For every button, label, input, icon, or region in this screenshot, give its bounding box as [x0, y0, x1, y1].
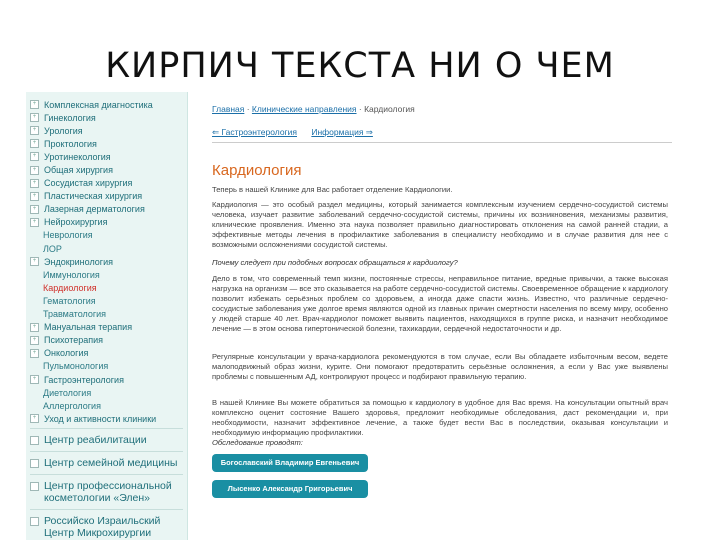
sidebar-item[interactable] [30, 229, 187, 242]
plus-box-icon: + [30, 323, 39, 332]
sidebar-item[interactable] [30, 294, 187, 307]
sidebar-center-link[interactable] [30, 432, 187, 448]
sidebar-item[interactable] [30, 308, 187, 321]
breadcrumb-separator: · [244, 104, 252, 114]
sidebar-divider [30, 451, 183, 452]
sidebar-item[interactable] [30, 268, 187, 281]
plus-box-icon [30, 482, 39, 491]
sidebar-center-link[interactable] [30, 478, 187, 506]
doctor-button[interactable]: Лысенко Александр Григорьевич [212, 480, 368, 498]
website-screenshot [26, 92, 682, 540]
plus-box-icon: + [30, 192, 39, 201]
doctor-button[interactable]: Богославский Владимир Евгеньевич [212, 454, 368, 472]
plus-box-icon [30, 517, 39, 526]
divider [212, 142, 672, 143]
breadcrumb-section-link[interactable]: Клинические направления [251, 104, 357, 114]
sidebar-item-label: Эндокринология [44, 256, 113, 267]
plus-box-icon [30, 459, 39, 468]
sidebar-item-label: Пульмонология [43, 361, 109, 372]
sidebar-item-label: Неврология [43, 230, 93, 241]
sidebar-center-link[interactable] [30, 455, 187, 471]
sidebar-item-label: Пластическая хирургия [44, 191, 143, 202]
sidebar-divider [30, 474, 183, 475]
sidebar-center-label: Российско Израильский Центр Микрохирургии [44, 515, 161, 540]
plus-box-icon: + [30, 375, 39, 384]
next-section-link[interactable]: Информация ⇒ [311, 127, 373, 137]
sidebar-center-link[interactable] [30, 513, 187, 540]
sidebar-item-label: Аллергология [43, 400, 101, 411]
sidebar-item-label: Онкология [44, 348, 89, 359]
sidebar-item[interactable] [30, 137, 187, 150]
paragraph-3: Регулярные консультации у врача-кардиолога рекомендуются в том случае, если Вы обладаете избыточным весом, ведете малоподвижный образ жизни, курите. Они помогают предотвратить серьёзные осложнения, а если у Вас уже выявлены проблемы с повышенным АД, контролируют процесс и подбирают правильную терапию. [212, 352, 668, 382]
paragraph-2: Дело в том, что современный темп жизни, постоянные стрессы, неправильное питание, вредные привычки, а также высокая нагрузка на организм — все это сказывается на работе сердечно-сосудистой системы. Своевременное обращение к кардиологу позволит избежать серьёзных проблем со здоровьем, а иногда даже спасти жизнь. Известно, что различные сердечно-сосудистые заболевания уже долгое время являются одной из главных причин смертности населения по всему миру, особенно у людей старше 40 лет. Врач-кардиолог поможет выявить пациентов, находящихся в группе риска, и назначит необходимое лечение — в этом основа гипертонической болезни, тахикардии, сердечной недостаточности и др. [212, 274, 668, 334]
sidebar-item[interactable] [30, 150, 187, 163]
sidebar-item-label: Кардиология [43, 282, 97, 293]
sidebar-item[interactable] [30, 412, 187, 425]
plus-box-icon: + [30, 414, 39, 423]
paragraph-4: В нашей Клинике Вы можете обратиться за помощью к кардиологу в удобное для Вас время. На консультации опытный врач комплексно оценит состояние Вашего здоровья, предложит необходимые обследования, даст рекомендации и, при необходимости, назначит эффективное лечение, а также будет вести Вас в последствии, оказывая консультации и необходимую информацию профилактики. [212, 398, 668, 438]
sidebar-item-label: Лазерная дерматология [44, 204, 145, 215]
main-content [212, 92, 682, 540]
sidebar-item[interactable] [30, 124, 187, 137]
sidebar-item[interactable] [30, 373, 187, 386]
sidebar-item[interactable] [30, 203, 187, 216]
sidebar-item[interactable] [30, 242, 187, 255]
sidebar-item[interactable] [30, 190, 187, 203]
sidebar-item-label: Проктология [44, 138, 97, 149]
sidebar-item-label: Нейрохирургия [44, 217, 108, 228]
plus-box-icon: + [30, 113, 39, 122]
sidebar-item[interactable] [30, 281, 187, 294]
page-heading: Кардиология [212, 162, 302, 179]
question-heading: Почему следует при подобных вопросах обращаться к кардиологу? [212, 258, 458, 267]
sidebar-item-label: Комплексная диагностика [44, 99, 153, 110]
sidebar-item[interactable] [30, 386, 187, 399]
sidebar-center-label: Центр реабилитации [44, 434, 147, 447]
sidebar-item-label: Сосудистая хирургия [44, 178, 133, 189]
sidebar-item-label: ЛОР [43, 243, 62, 254]
sidebar-divider [30, 428, 183, 429]
sidebar-item-label: Гематология [43, 295, 96, 306]
sidebar-item[interactable] [30, 334, 187, 347]
slide-title: КИРПИЧ ТЕКСТА НИ О ЧЕМ [105, 46, 615, 86]
sidebar-item-label: Уротинекология [44, 151, 111, 162]
breadcrumb-separator: · [356, 104, 365, 114]
intro-text: Теперь в нашей Клинике для Вас работает отделение Кардиологии. [212, 185, 453, 194]
sidebar-item-label: Общая хирургия [44, 165, 113, 176]
breadcrumb [212, 104, 415, 114]
plus-box-icon: + [30, 218, 39, 227]
paragraph-1: Кардиология — это особый раздел медицины, который занимается комплексным изучением сердечно-сосудистой системы человека, изучает развитие заболеваний сердечно-сосудистой системы, причины их возникновения, механизмы развития, клинические проявления. Именно эта наука позволяет правильно диагностировать отклонения на самой ранней стадии, а эффективные методы лечения в профилактике заболевания в специалисту необходимо и в случае развития для нее с возможными осложнениями сосудистой системы. [212, 200, 668, 250]
breadcrumb-current: Кардиология [364, 104, 415, 114]
sidebar-item-label: Травматология [43, 309, 107, 320]
doctors-heading: Обследование проводят: [212, 438, 303, 447]
sidebar-item[interactable] [30, 98, 187, 111]
plus-box-icon: + [30, 152, 39, 161]
sidebar-item[interactable] [30, 399, 187, 412]
sidebar-item[interactable] [30, 321, 187, 334]
prev-section-link[interactable]: ⇐ Гастроэнтерология [212, 127, 297, 137]
sidebar-item-label: Иммунология [43, 269, 100, 280]
sidebar-item-label: Гастроэнтерология [44, 374, 124, 385]
sidebar [26, 92, 188, 540]
plus-box-icon: + [30, 205, 39, 214]
sidebar-item-label: Уход и активности клиники [44, 413, 157, 424]
plus-box-icon: + [30, 139, 39, 148]
sidebar-item-label: Урология [44, 125, 83, 136]
sidebar-item[interactable] [30, 177, 187, 190]
plus-box-icon: + [30, 179, 39, 188]
sidebar-divider [30, 509, 183, 510]
sidebar-item-label: Психотерапия [44, 335, 104, 346]
plus-box-icon: + [30, 166, 39, 175]
sidebar-item[interactable] [30, 360, 187, 373]
breadcrumb-home-link[interactable]: Главная [212, 104, 245, 114]
sidebar-item[interactable] [30, 163, 187, 176]
sidebar-item[interactable] [30, 255, 187, 268]
section-nav [212, 127, 385, 138]
sidebar-item[interactable] [30, 111, 187, 124]
plus-box-icon: + [30, 349, 39, 358]
plus-box-icon: + [30, 126, 39, 135]
plus-box-icon: + [30, 336, 39, 345]
sidebar-item[interactable] [30, 347, 187, 360]
sidebar-item[interactable] [30, 216, 187, 229]
plus-box-icon [30, 436, 39, 445]
plus-box-icon: + [30, 100, 39, 109]
plus-box-icon: + [30, 257, 39, 266]
sidebar-center-label: Центр семейной медицины [44, 457, 178, 470]
sidebar-item-label: Диетология [43, 387, 92, 398]
sidebar-center-label: Центр профессиональной косметологии «Элен» [44, 480, 172, 505]
sidebar-item-label: Гинекология [44, 112, 96, 123]
sidebar-item-label: Мануальная терапия [44, 322, 133, 333]
